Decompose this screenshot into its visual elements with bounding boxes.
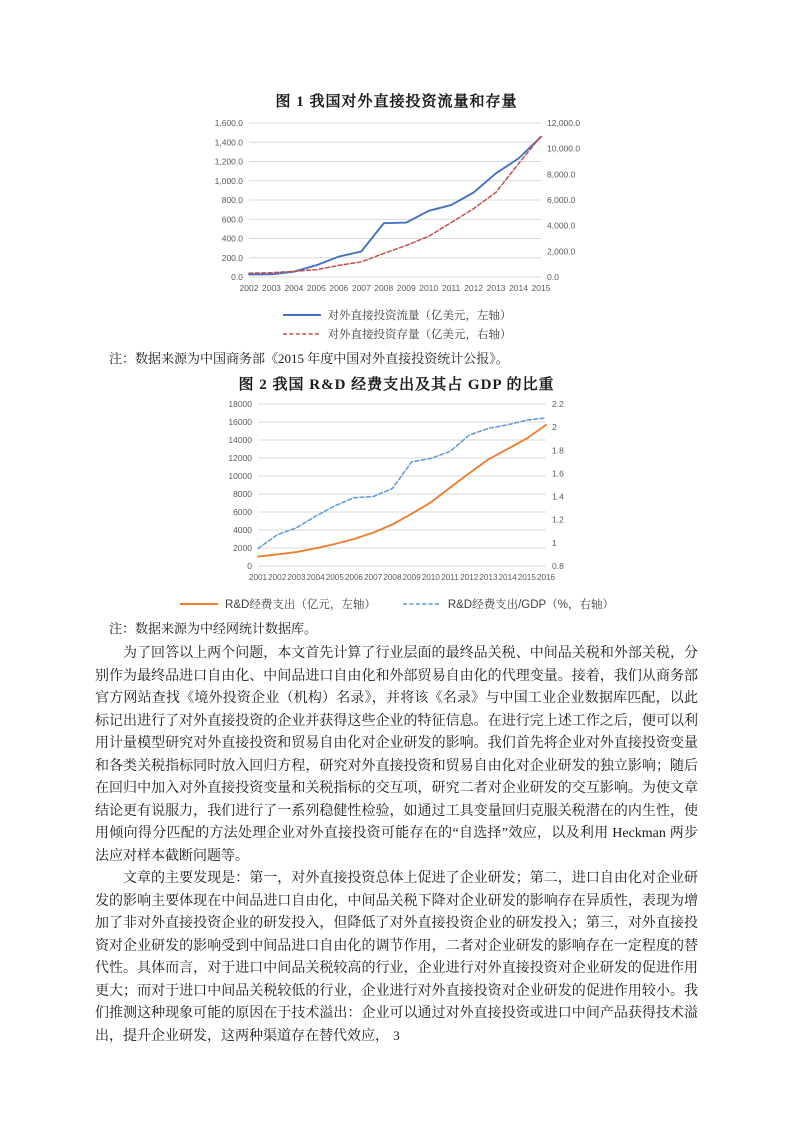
body-paragraph-2: 文章的主要发现是：第一，对外直接投资总体上促进了企业研发；第二，进口自由化对企业研发的影响主要体现在中间品进口自由化，中间品关税下降对企业研发的影响存在异质性，表现为增加了非对外直接投资企业的研发投入，但降低了对外直接投资企业的研发投入；第三，对外直接投资对企业研发的影响受到中间品进口自由化的调节作用，二者对企业研发的影响存在一定程度的替代性。具体而言，对于进口中间品关税较高的行业，企业进行对外直接投资对企业研发的促进作用更大；而对于进口中间品关税较低的行业，企业进行对外直接投资对企业研发的促进作用较小。我们推测这种现象可能的原因在于技术溢出：企业可以通过对外直接投资或进口中间产品获得技术溢出，提升企业研发，这两种渠道存在替代效应， (95, 871, 698, 1044)
svg-text:1,600.0: 1,600.0 (214, 118, 243, 128)
svg-text:0.0: 0.0 (546, 272, 559, 282)
svg-text:2,000.0: 2,000.0 (546, 246, 575, 257)
svg-text:0.0: 0.0 (230, 272, 243, 282)
legend-item (402, 596, 614, 612)
svg-text:12,000.0: 12,000.0 (546, 118, 580, 128)
body-paragraph-1: 为了回答以上两个问题，本文首先计算了行业层面的最终品关税、中间品关税和外部关税，分别作为最终品进口自由化、中间品进口自由化和外部贸易自由化的代理变量。接着，我们从商务部官方网站查找《境外投资企业（机构）名录》，并将该《名录》与中国工业企业数据库匹配，以此标记出进行了对外直接投资的企业并获得这些企业的特征信息。在进行完上述工作之后，便可以利用计量模型研究对外直接投资和贸易自由化对企业研发的影响。我们首先将企业对外直接投资变量和各类关税指标同时放入回归方程，研究对外直接投资和贸易自由化对企业研发的独立影响；随后在回归中加入对外直接投资变量和关税指标的交互项，研究二者对企业研发的交互影响。为使文章结论更有说服力，我们进行了一系列稳健性检验，如通过工具变量回归克服关税潜在的内生性，使用倾向得分匹配的方法处理企业对外直接投资可能存在的“自选择”效应，以及利用 Heckman 两步法应对样本截断问题等。 (95, 646, 698, 864)
svg-text:2010: 2010 (418, 283, 438, 293)
svg-text:2008: 2008 (382, 573, 402, 582)
svg-text:8,000.0: 8,000.0 (546, 169, 575, 180)
svg-text:8000: 8000 (232, 489, 252, 499)
svg-text:2006: 2006 (328, 283, 348, 293)
svg-text:1.8: 1.8 (551, 445, 564, 456)
svg-text:10000: 10000 (227, 471, 252, 481)
svg-text:2001: 2001 (248, 573, 267, 582)
legend-label: R&D经费支出（亿元，左轴） (225, 599, 376, 611)
legend-label: 对外直接投资存量（亿美元，右轴） (327, 329, 512, 341)
svg-text:18000: 18000 (227, 399, 252, 409)
svg-text:2003: 2003 (261, 283, 281, 293)
series-line (258, 418, 546, 549)
svg-text:1.6: 1.6 (551, 468, 564, 479)
svg-text:0: 0 (246, 561, 252, 571)
svg-text:800.0: 800.0 (221, 195, 243, 205)
legend-item (282, 307, 512, 323)
svg-text:2011: 2011 (440, 573, 459, 582)
legend-line-icon (282, 311, 322, 319)
svg-text:1.2: 1.2 (551, 514, 564, 525)
figure2-chart-wrap (95, 396, 698, 594)
svg-text:12000: 12000 (227, 453, 252, 463)
figure1-chart (191, 113, 603, 305)
svg-text:2012: 2012 (463, 283, 483, 293)
svg-text:2005: 2005 (325, 573, 344, 582)
svg-text:4000: 4000 (232, 525, 252, 535)
svg-text:10,000.0: 10,000.0 (546, 143, 580, 154)
svg-text:1.4: 1.4 (551, 491, 564, 502)
svg-text:2002: 2002 (267, 573, 286, 582)
svg-text:2: 2 (551, 422, 557, 433)
legend-item (282, 326, 512, 342)
svg-text:2000: 2000 (232, 543, 252, 553)
svg-text:2015: 2015 (517, 573, 536, 582)
svg-text:16000: 16000 (227, 417, 252, 427)
svg-text:2009: 2009 (396, 283, 416, 293)
svg-text:2007: 2007 (363, 573, 382, 582)
svg-text:2002: 2002 (239, 283, 258, 293)
svg-text:2015: 2015 (531, 283, 550, 293)
svg-text:2003: 2003 (286, 573, 306, 582)
svg-text:2011: 2011 (441, 283, 460, 293)
svg-text:2007: 2007 (351, 283, 371, 293)
legend-item (179, 596, 376, 612)
figure1-title: 图 1 我国对外直接投资流量和存量 (275, 94, 518, 110)
legend-line-icon (179, 600, 219, 608)
svg-text:2012: 2012 (459, 573, 478, 582)
figure2-chart (216, 396, 578, 594)
svg-text:600.0: 600.0 (221, 214, 243, 225)
svg-text:6000: 6000 (232, 507, 252, 517)
series-line (249, 136, 541, 273)
legend-label: 对外直接投资流量（亿美元，左轴） (327, 310, 512, 322)
svg-text:2.2: 2.2 (551, 399, 564, 409)
svg-text:2013: 2013 (486, 283, 506, 293)
figure2-legend (95, 596, 698, 612)
svg-text:2004: 2004 (305, 573, 325, 582)
svg-text:1,200.0: 1,200.0 (214, 156, 243, 167)
legend-label: R&D经费支出/GDP（%，右轴） (447, 599, 614, 611)
svg-text:0.8: 0.8 (551, 561, 564, 571)
svg-text:2016: 2016 (536, 573, 555, 582)
svg-text:200.0: 200.0 (221, 252, 243, 263)
svg-text:2014: 2014 (508, 283, 528, 293)
legend-line-icon (402, 600, 442, 608)
figure1-legend (95, 307, 698, 342)
series-line (258, 425, 546, 557)
figure2-title: 图 2 我国 R&D 经费支出及其占 GDP 的比重 (238, 377, 555, 393)
svg-text:2009: 2009 (401, 573, 421, 582)
svg-text:2014: 2014 (497, 573, 517, 582)
figure1-chart-wrap (95, 113, 698, 305)
figure2-note: 注：数据来源为中经网统计数据库。 (109, 621, 318, 636)
svg-text:6,000.0: 6,000.0 (546, 195, 575, 205)
series-line (249, 137, 541, 275)
svg-text:2005: 2005 (306, 283, 326, 293)
svg-text:400.0: 400.0 (221, 233, 243, 244)
svg-text:2010: 2010 (421, 573, 440, 582)
svg-text:1,400.0: 1,400.0 (214, 137, 243, 148)
svg-text:14000: 14000 (227, 435, 252, 445)
svg-text:2006: 2006 (344, 573, 363, 582)
svg-text:2008: 2008 (373, 283, 393, 293)
svg-text:1: 1 (551, 537, 557, 548)
svg-text:1,000.0: 1,000.0 (214, 175, 243, 186)
legend-line-icon (282, 330, 322, 338)
svg-text:2013: 2013 (478, 573, 498, 582)
page-number: 3 (393, 1028, 400, 1043)
svg-text:4,000.0: 4,000.0 (546, 220, 575, 231)
figure1-note: 注：数据来源为中国商务部《2015 年度中国对外直接投资统计公报》。 (109, 351, 509, 366)
svg-text:2004: 2004 (283, 283, 303, 293)
